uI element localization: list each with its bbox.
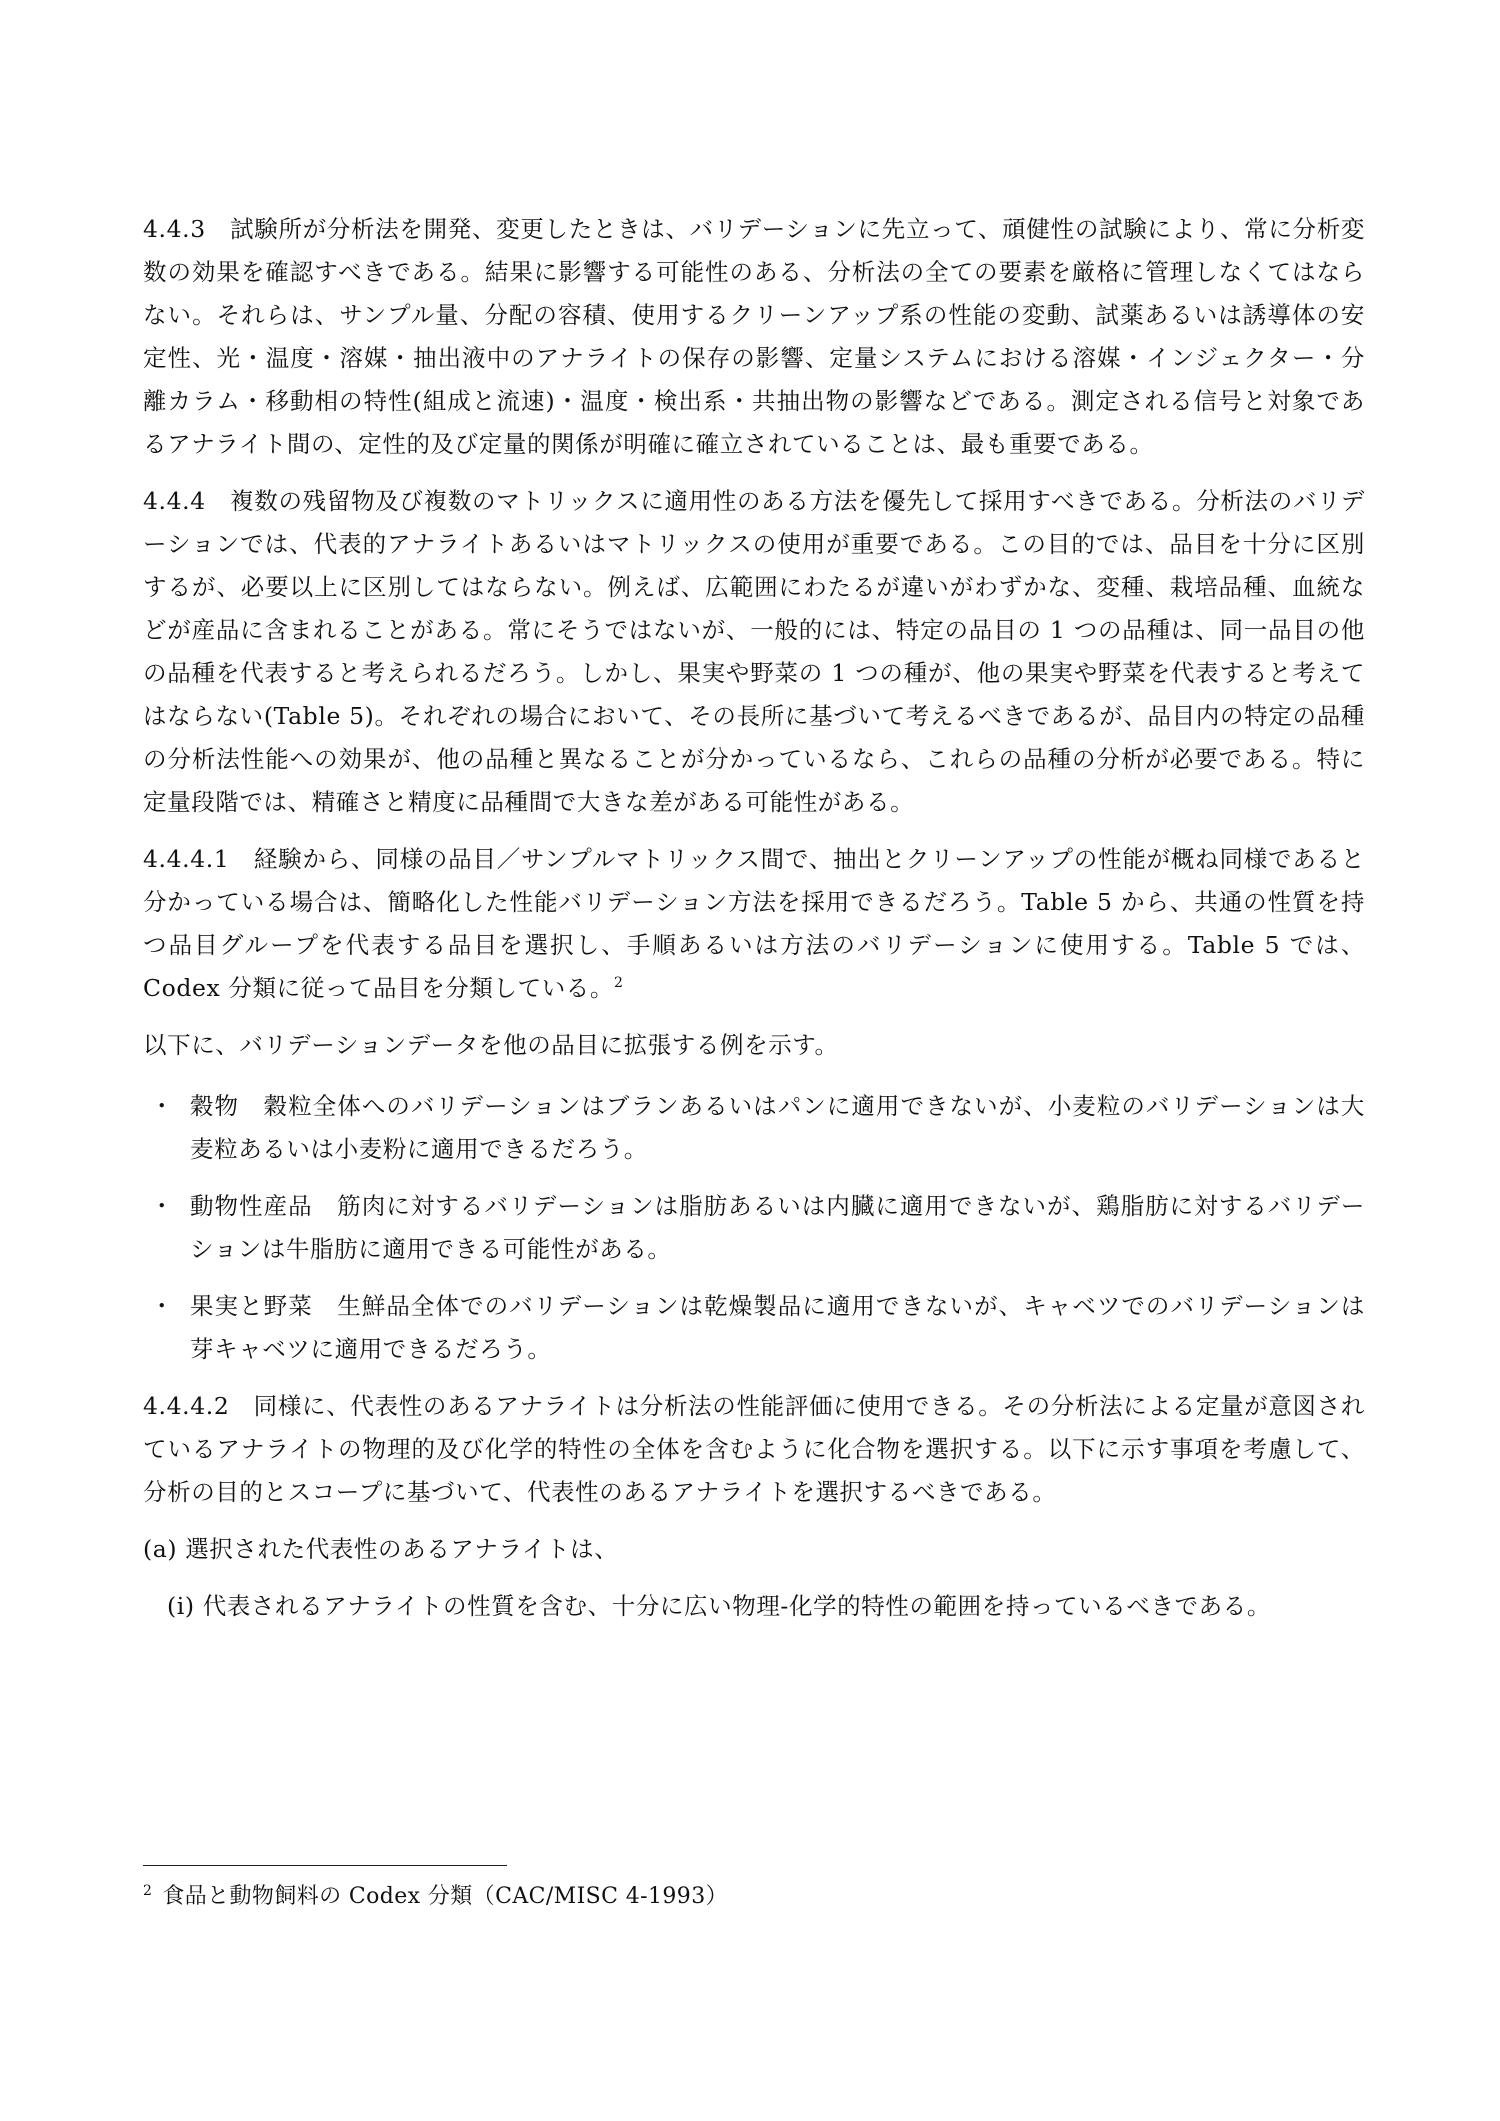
section-4-4-4: 4.4.4 複数の残留物及び複数のマトリックスに適用性のある方法を優先して採用すべきである。分析法のバリデーションでは、代表的アナライトあるいはマトリックスの使用が重要である。この目的では、品目を十分に区別するが、必要以上に区別してはならない。例えば、広範囲にわたるが違いがわずかな、変種、栽培品種、血統などが産品に含まれることがある。常にそうではないが、一般的には、特定の品目の 1 つの品種は、同一品目の他の品種を代表すると考えられるだろう。しかし、果実や野菜の 1 つの種が、他の果実や野菜を代表すると考えてはならない(Table 5)。それぞれの場合において、その長所に基づいて考えるべきであるが、品目内の特定の品種の分析法性能への効果が、他の品種と異なることが分かっているなら、これらの品種の分析が必要である。特に定量段階では、精確さと精度に品種間で大きな差がある可能性がある。	[143, 487, 1365, 816]
footnote	[143, 1880, 1365, 1914]
list-item-text: 果実と野菜 生鮮品全体でのバリデーションは乾燥製品に適用できないが、キャベツでのバリデーションは芽キャベツに適用できるだろう。	[190, 1292, 1365, 1363]
criteria-item-i: (i) 代表されるアナライトの性質を含む、十分に広い物理-化学的特性の範囲を持っているべきである。	[167, 1592, 1271, 1620]
list-item-text: 穀物 穀粒全体へのバリデーションはブランあるいはパンに適用できないが、小麦粒のバリデーションは大麦粒あるいは小麦粉に適用できるだろう。	[190, 1092, 1365, 1163]
section-4-4-4-1-text: 4.4.4.1 経験から、同様の品目／サンプルマトリックス間で、抽出とクリーンアップの性能が概ね同様であると分かっている場合は、簡略化した性能バリデーション方法を採用できるだろう。Table 5 から、共通の性質を持つ品目グループを代表する品目を選択し、手順あるいは方法のバリデーションに使用する。Table 5 では、Codex 分類に従って品目を分類している。	[143, 845, 1365, 1002]
section-4-4-3: 4.4.3 試験所が分析法を開発、変更したときは、バリデーションに先立って、頑健性の試験により、常に分析変数の効果を確認すべきである。結果に影響する可能性のある、分析法の全ての要素を厳格に管理しなくてはならない。それらは、サンプル量、分配の容積、使用するクリーンアップ系の性能の変動、試薬あるいは誘導体の安定性、光・温度・溶媒・抽出液中のアナライトの保存の影響、定量システムにおける溶媒・インジェクター・分離カラム・移動相の特性(組成と流速)・温度・検出系・共抽出物の影響などである。測定される信号と対象であるアナライト間の、定性的及び定量的関係が明確に確立されていることは、最も重要である。	[143, 215, 1365, 458]
bullet-mark: ・	[150, 1192, 175, 1220]
list-item	[143, 1085, 1365, 1171]
section-4-4-4-2: 4.4.4.2 同様に、代表性のあるアナライトは分析法の性能評価に使用できる。その分析法による定量が意図されているアナライトの物理的及び化学的特性の全体を含むように化合物を選択する。以下に示す事項を考慮して、分析の目的とスコープに基づいて、代表性のあるアナライトを選択するべきである。	[143, 1392, 1365, 1506]
criteria-item-a: (a) 選択された代表性のあるアナライトは、	[143, 1535, 619, 1563]
footnote-reference: 2	[614, 975, 624, 992]
bullet-mark: ・	[150, 1092, 175, 1120]
list-item-text: 動物性産品 筋肉に対するバリデーションは脂肪あるいは内臓に適用できないが、鶏脂肪に対するバリデーションは牛脂肪に適用できる可能性がある。	[190, 1192, 1365, 1263]
document-body	[143, 208, 1365, 1628]
section-4-4-4-1	[143, 838, 1365, 1010]
footnote-divider	[143, 1865, 507, 1866]
examples-list	[143, 1085, 1365, 1371]
footnote-number: 2	[143, 1882, 153, 1899]
list-item	[143, 1185, 1365, 1271]
footnote-text: 食品と動物飼料の Codex 分類（CAC/MISC 4-1993）	[162, 1884, 728, 1909]
list-item	[143, 1285, 1365, 1371]
bullet-mark: ・	[150, 1292, 175, 1320]
examples-intro: 以下に、バリデーションデータを他の品目に拡張する例を示す。	[143, 1031, 839, 1059]
